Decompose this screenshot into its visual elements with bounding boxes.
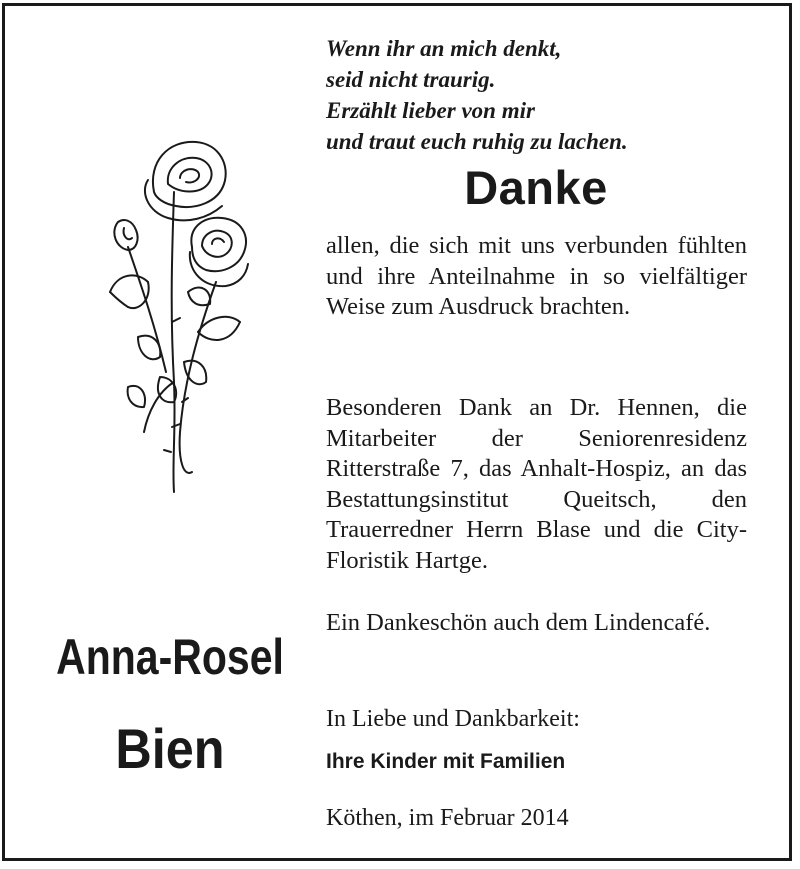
- poem-line: und traut euch ruhig zu lachen.: [326, 129, 628, 154]
- deceased-last-name: Bien: [115, 717, 225, 780]
- poem: [326, 33, 746, 157]
- headline: Danke: [464, 161, 608, 214]
- cafe-thanks-paragraph: Ein Dankeschön auch dem Lindencafé.: [326, 609, 711, 636]
- thanks-paragraph: allen, die sich mit uns verbunden fühlten und ihre Anteilnahme in so vielfältiger Weise zum Ausdruck brachten.: [326, 232, 747, 321]
- family-signature: Ihre Kinder mit Familien: [326, 750, 566, 773]
- deceased-first-name: Anna-Rosel: [56, 629, 284, 685]
- roses-illustration-icon: [88, 132, 260, 496]
- poem-line: Wenn ihr an mich denkt,: [326, 36, 562, 61]
- special-thanks-paragraph: Besonderen Dank an Dr. Hennen, die Mitarbeiter der Seniorenresidenz Ritterstraße 7, das Anhalt-Hospiz, an das Bestattungsinstitut Queitsch, den Trauerredner Herrn Blase und die City-Floristik Hartge.: [326, 394, 747, 574]
- poem-line: seid nicht traurig.: [326, 67, 496, 92]
- poem-line: Erzählt lieber von mir: [326, 98, 535, 123]
- closing-lead: In Liebe und Dankbarkeit:: [326, 706, 580, 732]
- place-date: Köthen, im Februar 2014: [326, 805, 569, 831]
